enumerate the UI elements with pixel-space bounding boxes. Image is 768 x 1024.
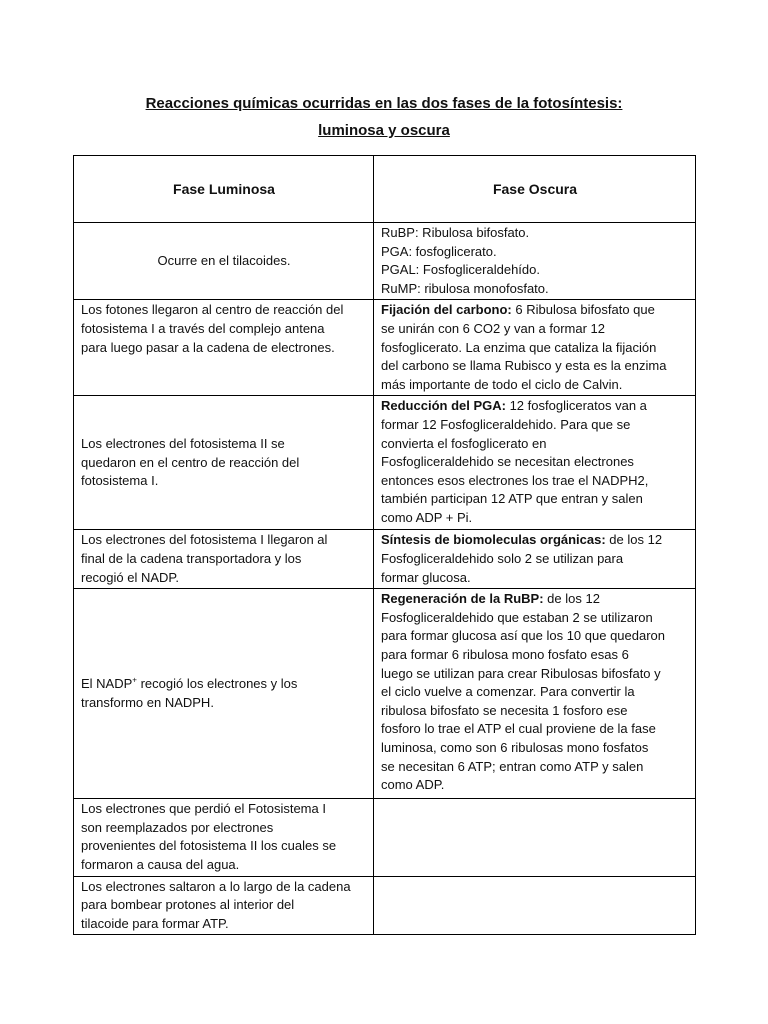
cell-line: se unirán con 6 CO2 y van a formar 12: [381, 320, 606, 336]
cell-oscura: [374, 396, 696, 530]
cell-oscura: [374, 530, 696, 589]
cell-line: el ciclo vuelve a comenzar. Para convertir la: [381, 684, 635, 700]
cell-line: como ADP + Pi.: [381, 509, 473, 525]
header-fase-oscura: Fase Oscura: [374, 156, 696, 223]
cell-oscura: [374, 300, 696, 396]
cell-line: fotosistema I.: [81, 473, 159, 489]
cell-line: quedaron en el centro de reacción del: [81, 454, 300, 470]
cell-text: Ocurre en el tilacoides.: [157, 252, 291, 268]
table-row: [74, 876, 696, 935]
cell-line: Fosfogliceraldehido se necesitan electrones: [381, 454, 634, 470]
phases-table: [73, 155, 696, 935]
cell-line: RuMP: ribulosa monofosfato.: [381, 280, 549, 296]
table-row: [74, 300, 696, 396]
cell-line: son reemplazados por electrones: [81, 819, 274, 835]
cell-line: Los electrones del fotosistema I llegaron al: [81, 532, 328, 548]
cell-text: 6 Ribulosa bifosfato que: [511, 302, 655, 318]
cell-line: tilacoide para formar ATP.: [81, 915, 229, 931]
cell-luminosa: [74, 876, 374, 935]
cell-line: PGAL: Fosfogliceraldehído.: [381, 262, 540, 278]
cell-line: formar 12 Fosfogliceraldehido. Para que se: [381, 416, 631, 432]
cell-line: Fosfogliceraldehido solo 2 se utilizan para: [381, 550, 624, 566]
cell-line: convierta el fosfoglicerato en: [381, 435, 547, 451]
cell-luminosa: [74, 223, 374, 300]
cell-line: formaron a causa del agua.: [81, 856, 240, 872]
cell-line: [381, 590, 689, 609]
cell-line: Fosfogliceraldehido que estaban 2 se utilizaron: [381, 609, 653, 625]
table-row: [74, 589, 696, 799]
cell-line: para bombear protones al interior del: [81, 897, 295, 913]
cell-luminosa: [74, 300, 374, 396]
cell-line: como ADP.: [381, 777, 445, 793]
cell-line: [381, 397, 689, 416]
document-title: Reacciones químicas ocurridas en las dos fases de la fotosíntesis:: [145, 95, 623, 112]
table-row: [74, 396, 696, 530]
cell-line: para luego pasar a la cadena de electrones.: [81, 339, 335, 355]
cell-text: 12 fosfogliceratos van a: [505, 398, 647, 414]
cell-line: más importante de todo el ciclo de Calvin.: [381, 376, 623, 392]
cell-line: provenientes del fotosistema II los cuales se: [81, 838, 337, 854]
cell-line: para formar 6 ribulosa mono fosfato esas 6: [381, 646, 629, 662]
cell-oscura: [374, 589, 696, 799]
cell-text: recogió los electrones y los: [136, 676, 298, 692]
cell-line: fosforo lo trae el ATP el cual proviene de la fase: [381, 721, 656, 737]
superscript-plus: +: [132, 675, 137, 685]
cell-line: se necesitan 6 ATP; entran como ATP y salen: [381, 758, 644, 774]
cell-line: fosfoglicerato. La enzima que cataliza la fijación: [381, 339, 657, 355]
cell-bold-heading: Síntesis de biomoleculas orgánicas:: [381, 532, 606, 548]
cell-line: PGA: fosfoglicerato.: [381, 243, 497, 259]
cell-oscura: [374, 223, 696, 300]
cell-text: de los 12: [543, 591, 600, 607]
cell-bold-heading: Fijación del carbono:: [381, 302, 512, 318]
header-fase-luminosa: Fase Luminosa: [74, 156, 374, 223]
cell-luminosa: [74, 396, 374, 530]
cell-line: [381, 301, 689, 320]
table-row: [74, 530, 696, 589]
cell-oscura-empty: [374, 876, 696, 935]
cell-line: entonces esos electrones los trae el NADPH2,: [381, 472, 649, 488]
cell-line: Los electrones saltaron a lo largo de la cadena: [81, 878, 351, 894]
cell-line: RuBP: Ribulosa bifosfato.: [381, 225, 530, 240]
table-header-row: [74, 156, 696, 223]
cell-line: fotosistema I a través del complejo antena: [81, 320, 325, 336]
cell-line: ribulosa bifosfato se necesita 1 fosforo ese: [381, 702, 628, 718]
cell-bold-heading: Reducción del PGA:: [381, 398, 506, 414]
cell-line: formar glucosa.: [381, 569, 471, 585]
cell-text: de los 12: [605, 532, 663, 548]
cell-text: El NADP: [81, 676, 133, 692]
cell-line: luminosa, como son 6 ribulosas mono fosfatos: [381, 739, 649, 755]
table-row: [74, 223, 696, 300]
cell-luminosa: [74, 530, 374, 589]
cell-line: recogió el NADP.: [81, 569, 180, 585]
cell-line: Los electrones del fotosistema II se: [81, 435, 285, 451]
cell-line: también participan 12 ATP que entran y salen: [381, 491, 643, 507]
cell-bold-heading: Regeneración de la RuBP:: [381, 591, 544, 607]
cell-line: transformo en NADPH.: [81, 694, 214, 710]
document-subtitle: luminosa y oscura: [318, 122, 450, 139]
cell-luminosa: [74, 589, 374, 799]
cell-luminosa: [74, 799, 374, 876]
cell-line: Los fotones llegaron al centro de reacción del: [81, 302, 344, 318]
cell-line: luego se utilizan para crear Ribulosas bifosfato y: [381, 665, 661, 681]
cell-line: para formar glucosa así que los 10 que quedaron: [381, 628, 666, 644]
cell-line: final de la cadena transportadora y los: [81, 550, 302, 566]
cell-line: [81, 675, 367, 694]
cell-oscura-empty: [374, 799, 696, 876]
cell-line: [381, 531, 689, 550]
table-row: [74, 799, 696, 876]
cell-line: Los electrones que perdió el Fotosistema I: [81, 801, 326, 817]
cell-line: del carbono se llama Rubisco y esta es la enzima: [381, 358, 667, 374]
